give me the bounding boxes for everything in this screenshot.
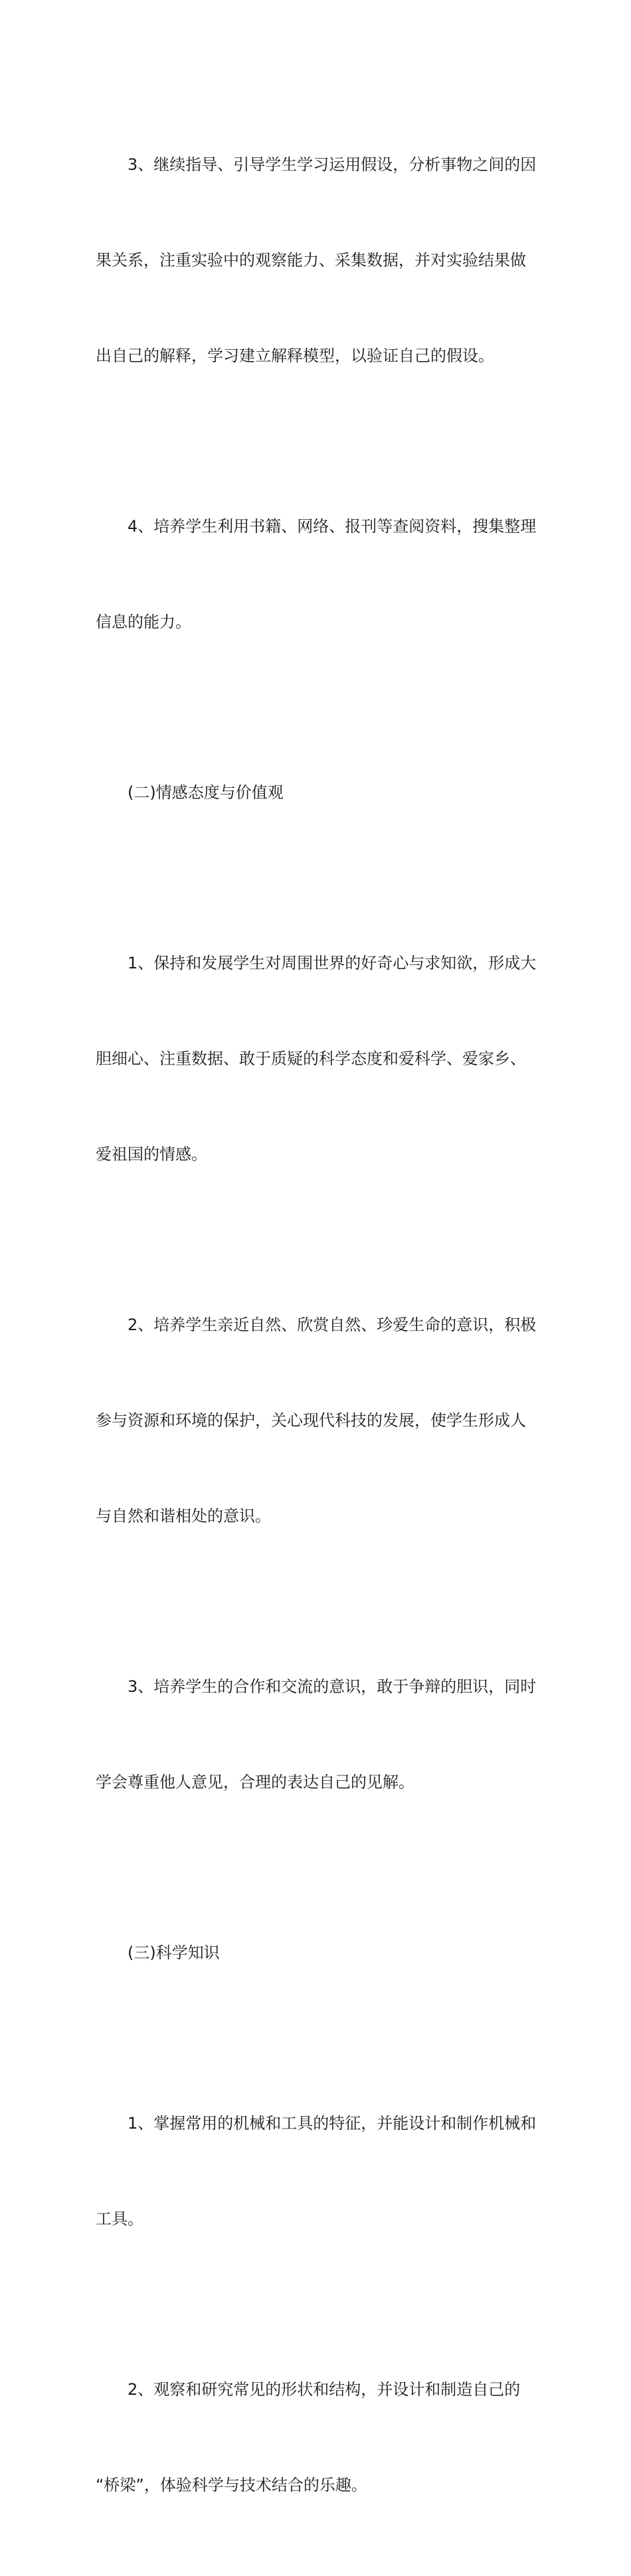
paragraph-process-skills-3 bbox=[96, 85, 539, 435]
paragraph-attitudes-3 bbox=[96, 1607, 539, 1862]
paragraph-knowledge-1 bbox=[96, 2044, 539, 2299]
text-line: 出自己的解释，学习建立解释模型，以验证自己的假设。 bbox=[96, 346, 494, 365]
text-line: 学会尊重他人意见，合理的表达自己的见解。 bbox=[96, 1773, 414, 1791]
text-line: 1、掌握常用的机械和工具的特征，并能设计和制作机械和 bbox=[128, 2114, 537, 2133]
document-body bbox=[96, 85, 539, 2576]
text-line: 2、培养学生亲近自然、欣赏自然、珍爱生命的意识，积极 bbox=[128, 1316, 537, 1334]
section-heading-knowledge bbox=[96, 1873, 539, 2032]
paragraph-attitudes-2 bbox=[96, 1245, 539, 1596]
text-line: 爱祖国的情感。 bbox=[96, 1145, 207, 1164]
heading-text: (三)科学知识 bbox=[128, 1943, 220, 1962]
text-line: 3、继续指导、引导学生学习运用假设，分析事物之间的因 bbox=[128, 155, 537, 174]
paragraph-process-skills-4 bbox=[96, 447, 539, 702]
text-line: 胆细心、注重数据、敢于质疑的科学态度和爱科学、爱家乡、 bbox=[96, 1049, 526, 1068]
text-line: 工具。 bbox=[96, 2210, 143, 2228]
text-line: 4、培养学生利用书籍、网络、报刊等查阅资料，搜集整理 bbox=[128, 517, 537, 536]
text-line: 3、培养学生的合作和交流的意识，敢于争辩的胆识，同时 bbox=[128, 1677, 537, 1696]
text-line: 与自然和谐相处的意识。 bbox=[96, 1507, 271, 1525]
text-line: 信息的能力。 bbox=[96, 613, 191, 631]
section-heading-attitudes bbox=[96, 713, 539, 872]
paragraph-attitudes-1 bbox=[96, 883, 539, 1234]
text-line: “桥梁”，体验科学与技术结合的乐趣。 bbox=[96, 2476, 367, 2494]
text-line: 果关系，注重实验中的观察能力、采集数据，并对实验结果做 bbox=[96, 251, 526, 269]
text-line: 2、观察和研究常见的形状和结构，并设计和制造自己的 bbox=[128, 2380, 521, 2399]
heading-text: (二)情感态度与价值观 bbox=[128, 783, 284, 802]
paragraph-knowledge-2 bbox=[96, 2310, 539, 2565]
text-line: 1、保持和发展学生对周围世界的好奇心与求知欲，形成大 bbox=[128, 954, 537, 972]
text-line: 参与资源和环境的保护，关心现代科技的发展，使学生形成人 bbox=[96, 1411, 526, 1430]
